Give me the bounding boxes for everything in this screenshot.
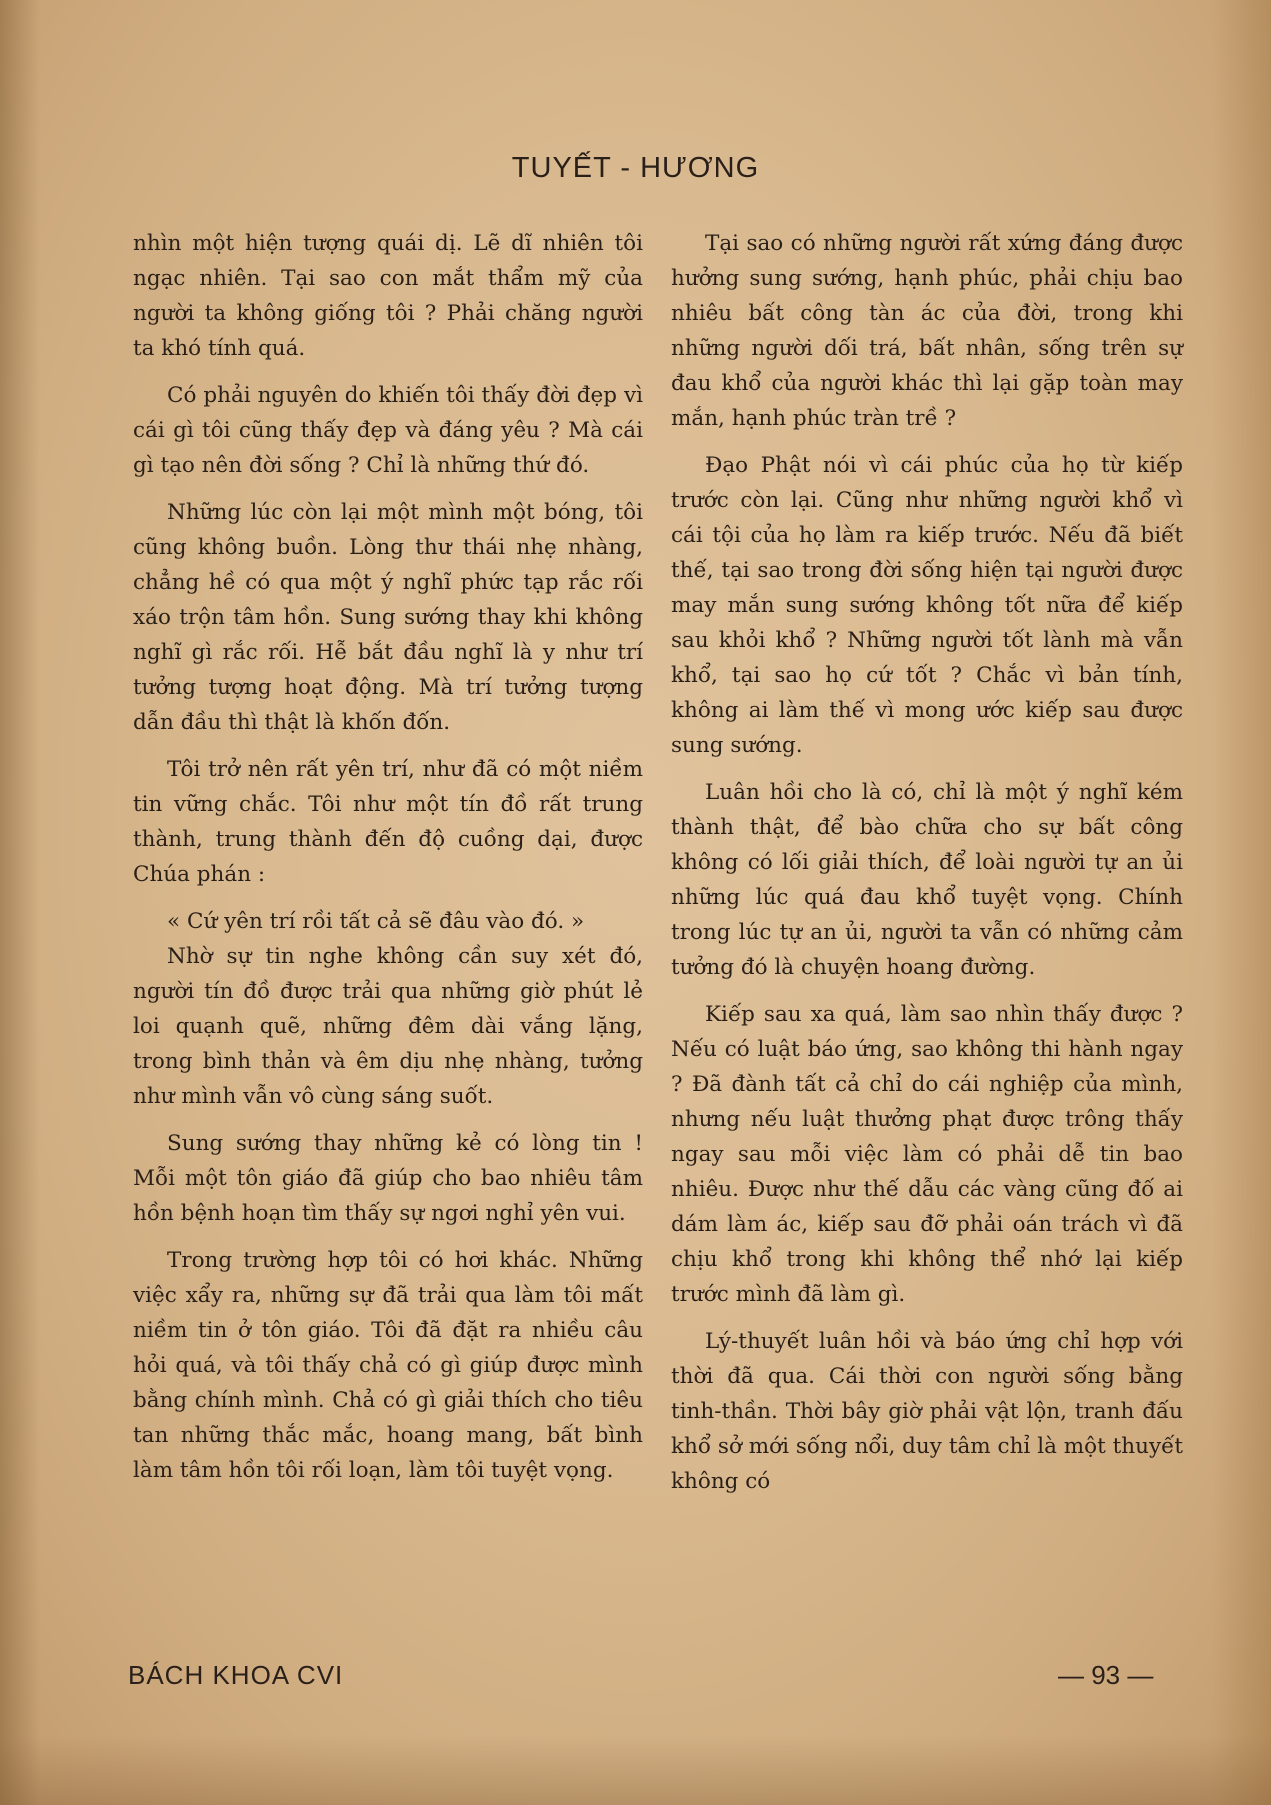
paragraph: Sung sướng thay những kẻ có lòng tin ! Mỗi một tôn giáo đã giúp cho bao nhiêu tâm hồn bệnh hoạn tìm thấy sự ngơi nghỉ yên vui. bbox=[133, 1131, 643, 1226]
paper-edge-stain bbox=[0, 0, 40, 1805]
left-column bbox=[133, 226, 643, 1500]
paragraph: Trong trường hợp tôi có hơi khác. Những việc xẩy ra, những sự đã trải qua làm tôi mất niềm tin ở tôn giáo. Tôi đã đặt ra nhiều câu hỏi quá, và tôi thấy chả có gì giúp được mình bằng chính mình. Chả có gì giải thích cho tiêu tan những thắc mắc, hoang mang, bất bình làm tâm hồn tôi rối loạn, làm tôi tuyệt vọng. bbox=[133, 1248, 643, 1483]
quotation: « Cứ yên trí rồi tất cả sẽ đâu vào đó. » bbox=[167, 909, 585, 934]
paragraph: Luân hồi cho là có, chỉ là một ý nghĩ kém thành thật, để bào chữa cho sự bất công không có lối giải thích, để loài người tự an ủi những lúc quá đau khổ tuyệt vọng. Chính trong lúc tự an ủi, người ta vẫn có những cảm tưởng đó là chuyện hoang đường. bbox=[671, 780, 1183, 980]
right-column bbox=[671, 226, 1183, 1511]
paragraph: Những lúc còn lại một mình một bóng, tôi cũng không buồn. Lòng thư thái nhẹ nhàng, chẳng hề có qua một ý nghĩ phức tạp rắc rối xáo trộn tâm hồn. Sung sướng thay khi không nghĩ gì rắc rối. Hễ bắt đầu nghĩ là y như trí tưởng tượng hoạt động. Mà trí tưởng tượng dẫn đầu thì thật là khốn đốn. bbox=[133, 500, 643, 735]
paragraph: Tôi trở nên rất yên trí, như đã có một niềm tin vững chắc. Tôi như một tín đồ rất trung thành, trung thành đến độ cuồng dại, được Chúa phán : bbox=[133, 757, 643, 887]
paragraph: Có phải nguyên do khiến tôi thấy đời đẹp vì cái gì tôi cũng thấy đẹp và đáng yêu ? Mà cái gì tạo nên đời sống ? Chỉ là những thứ đó. bbox=[133, 383, 643, 478]
paper-edge-stain bbox=[0, 1735, 1271, 1805]
paragraph: Lý-thuyết luân hồi và báo ứng chỉ hợp với thời đã qua. Cái thời con người sống bằng tinh-thần. Thời bây giờ phải vật lộn, tranh đấu khổ sở mới sống nổi, duy tâm chỉ là một thuyết không có bbox=[671, 1329, 1183, 1494]
paragraph: nhìn một hiện tượng quái dị. Lẽ dĩ nhiên tôi ngạc nhiên. Tại sao con mắt thẩm mỹ của người ta không giống tôi ? Phải chăng người ta khó tính quá. bbox=[133, 231, 643, 361]
paragraph: Tại sao có những người rất xứng đáng được hưởng sung sướng, hạnh phúc, phải chịu bao nhiêu bất công tàn ác của đời, trong khi những người dối trá, bất nhân, sống trên sự đau khổ của người khác thì lại gặp toàn may mắn, hạnh phúc tràn trề ? bbox=[671, 231, 1183, 431]
running-head: TUYẾT - HƯƠNG bbox=[511, 152, 760, 184]
publication-footer: BÁCH KHOA CVI bbox=[128, 1660, 344, 1690]
page-number: — 93 — bbox=[1058, 1660, 1154, 1690]
paragraph: Nhờ sự tin nghe không cần suy xét đó, người tín đồ được trải qua những giờ phút lẻ loi quạnh quẽ, những đêm dài vắng lặng, trong bình thản và êm dịu nhẹ nhàng, tưởng như mình vẫn vô cùng sáng suốt. bbox=[133, 944, 643, 1109]
paragraph: Đạo Phật nói vì cái phúc của họ từ kiếp trước còn lại. Cũng như những người khổ vì cái tội của họ làm ra kiếp trước. Nếu đã biết thế, tại sao trong đời sống hiện tại người được may mắn sung sướng không tốt nữa để kiếp sau khỏi khổ ? Những người tốt lành mà vẫn khổ, tại sao họ cứ tốt ? Chắc vì bản tính, không ai làm thế vì mong ước kiếp sau được sung sướng. bbox=[671, 453, 1183, 758]
paragraph: Kiếp sau xa quá, làm sao nhìn thấy được ? Nếu có luật báo ứng, sao không thi hành ngay ? Đã đành tất cả chỉ do cái nghiệp của mình, nhưng nếu luật thưởng phạt được trông thấy ngay sau mỗi việc làm có phải dễ tin bao nhiêu. Được như thế dẫu các vàng cũng đố ai dám làm ác, kiếp sau đỡ phải oán trách vì đã chịu khổ trong khi không thể nhớ lại kiếp trước mình đã làm gì. bbox=[671, 1002, 1183, 1307]
paper-edge-stain bbox=[1211, 0, 1271, 1805]
